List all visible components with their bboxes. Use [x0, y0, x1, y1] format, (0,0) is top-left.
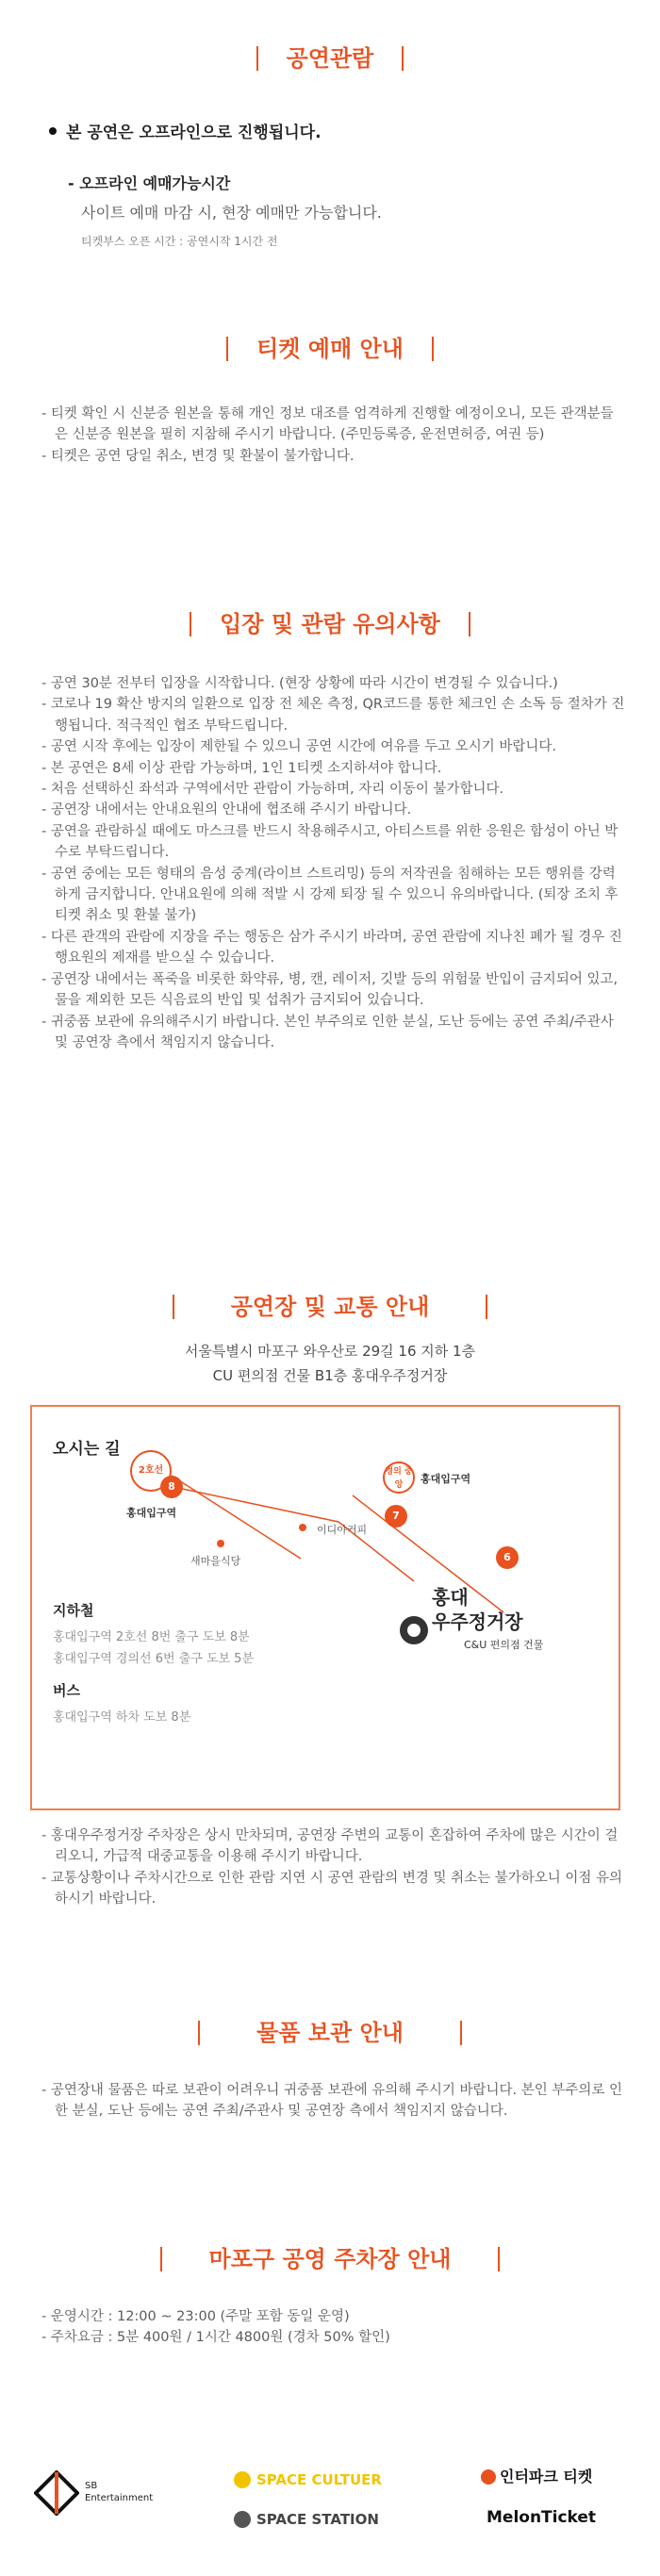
- directions-map: [30, 1405, 620, 1810]
- title-divider: [469, 612, 470, 636]
- venue-building-label: C&U 편의점 건물: [464, 1639, 544, 1651]
- bullet-dot-icon: [49, 127, 57, 135]
- list-item: - 코로나 19 확산 방지의 일환으로 입장 전 체온 측정, QR코드를 통한 체크인 손 소독 등 절차가 진행됩니다. 적극적인 협조 부탁드립니다.: [41, 697, 625, 734]
- space-station-logo: [234, 2510, 379, 2528]
- list-item: - 주차요금 : 5분 400원 / 1시간 4800원 (경차 50% 할인): [41, 2330, 390, 2346]
- title-divider: [256, 46, 258, 71]
- venue-name-line1: 홍대: [432, 1586, 469, 1609]
- section-title-text: 티켓 예매 안내: [256, 336, 404, 362]
- interpark-flower-icon: [481, 2469, 496, 2485]
- list-item: - 공연 시작 후에는 입장이 제한될 수 있으니 공연 시간에 여유를 두고 오시기 바랍니다.: [41, 739, 556, 755]
- list-item: - 다른 관객의 관람에 지장을 주는 행동은 삼가 주시기 바라며, 공연 관람에 지나친 폐가 될 경우 진행요원의 제재를 받으실 수 있습니다.: [41, 929, 622, 966]
- section-title-entry: [0, 605, 660, 638]
- sb-logo-text-1: SB: [85, 2481, 98, 2491]
- title-divider: [160, 2247, 162, 2271]
- sb-entertainment-logo: [34, 2470, 154, 2519]
- route-line-street: [173, 1487, 338, 1522]
- bus-route-1: 홍대입구역 하차 도보 8분: [53, 1710, 191, 1725]
- section-title-parking: [0, 2240, 660, 2273]
- storage-notice-list: [41, 2080, 626, 2122]
- list-item: - 공연을 관람하실 때에도 마스크를 반드시 착용해주시고, 아티스트를 위한 응원은 함성이 아닌 박수로 부탁드립니다.: [41, 823, 619, 861]
- ticket-booth-note: 티켓부스 오픈 시간 : 공연시작 1시간 전: [81, 235, 278, 248]
- subway-heading: 지하철: [53, 1602, 94, 1619]
- title-divider: [173, 1295, 174, 1319]
- section-title-text: 공연관람: [286, 45, 374, 72]
- space-culture-text: SPACE CULTUER: [256, 2471, 382, 2488]
- interpark-text: 인터파크 티켓: [500, 2468, 593, 2485]
- section-title-ticket: [0, 330, 660, 363]
- section-title-text: 마포구 공영 주차장 안내: [208, 2246, 452, 2272]
- list-item: - 귀중품 보관에 유의해주시기 바랍니다. 본인 부주의로 인한 분실, 도난 등에는 공연 주최/주관사 및 공연장 측에서 책임지지 않습니다.: [41, 1014, 614, 1050]
- interpark-ticket-logo: [481, 2465, 592, 2486]
- list-item: - 공연장 내에서는 안내요원의 안내에 협조해 주시기 바랍니다.: [41, 802, 412, 818]
- section-title-performance: [0, 40, 660, 73]
- title-divider: [198, 2021, 200, 2045]
- list-item: - 운영시간 : 12:00 ~ 23:00 (주말 포함 동일 운영): [41, 2309, 350, 2324]
- title-divider: [486, 1295, 487, 1319]
- hongik-station-left-label: 홍대입구역: [126, 1507, 177, 1519]
- subway-route-2: 홍대입구역 경의선 6번 출구 도보 5분: [53, 1652, 255, 1666]
- title-divider: [432, 337, 434, 361]
- space-station-text: SPACE STATION: [256, 2511, 379, 2528]
- list-item: - 홍대우주정거장 주차장은 상시 만차되며, 공연장 주변의 교통이 혼잡하여 주차에 많은 시간이 걸리오니, 가급적 대중교통을 이용해 주시기 바랍니다.: [41, 1828, 619, 1865]
- title-divider: [460, 2021, 462, 2045]
- route-line-line2: [172, 1476, 301, 1559]
- venue-name-line2: 우주정거장: [432, 1610, 523, 1633]
- list-item: - 공연장내 물품은 따로 보관이 어려우니 귀중품 보관에 유의해 주시기 바랍니다. 본인 부주의로 인한 분실, 도난 등에는 공연 주최/주관사 및 공연장 측에서 책임지지 않습니다.: [41, 2083, 623, 2120]
- exit-7-marker: 7: [385, 1505, 407, 1527]
- bus-heading: 버스: [53, 1682, 80, 1699]
- title-divider: [190, 612, 191, 636]
- exit-6-marker: 6: [496, 1546, 519, 1569]
- ticket-notice-list: [41, 404, 626, 467]
- line2-badge: 2호선: [130, 1450, 172, 1492]
- route-line-gyeongui: [353, 1495, 503, 1612]
- title-divider: [226, 337, 228, 361]
- list-item: - 티켓은 공연 당일 취소, 변경 및 환불이 불가합니다.: [41, 448, 355, 464]
- title-divider: [498, 2247, 500, 2271]
- section-title-text: 공연장 및 교통 안내: [230, 1294, 430, 1320]
- gyeongui-line-badge: 경의 중앙: [383, 1461, 415, 1494]
- section-title-text: 물품 보관 안내: [256, 2020, 404, 2046]
- performance-bullet-text: 본 공연은 오프라인으로 진행됩니다.: [66, 124, 322, 142]
- section-title-venue: [0, 1288, 660, 1321]
- entry-notice-list: [41, 673, 626, 1053]
- footer-logos: [0, 2452, 660, 2576]
- section-title-storage: [0, 2014, 660, 2047]
- parking-notice-list: [41, 2306, 626, 2349]
- list-item: - 티켓 확인 시 신분증 원본을 통해 개인 정보 대조를 엄격하게 진행할 예정이오니, 모든 관객분들은 신분증 원본을 필히 지참해 주시기 바랍니다. (주민등록증, 운전면허증, 여권 등): [41, 406, 614, 443]
- list-item: - 공연 중에는 모든 형태의 음성 중계(라이브 스트리밍) 등의 저작권을 침해하는 모든 행위를 강력하게 금지합니다. 안내요원에 의해 적발 시 강제 퇴장 될 수 있으니 유의바랍니다. (퇴장 조치 후 티켓 취소 및 환불 불가): [41, 866, 619, 924]
- venue-logo-icon: [400, 1616, 428, 1644]
- ediya-marker: [299, 1524, 306, 1531]
- section-title-text: 입장 및 관람 유의사항: [220, 611, 440, 637]
- melon-ticket-logo: MelonTicket: [487, 2508, 597, 2527]
- presale-time-title: - 오프라인 예매가능시간: [68, 174, 231, 192]
- semaeul-marker: [217, 1540, 224, 1547]
- subway-route-1: 홍대입구역 2호선 8번 출구 도보 8분: [53, 1630, 250, 1644]
- list-item: - 공연 30분 전부터 입장을 시작합니다. (현장 상황에 따라 시간이 변경될 수 있습니다.): [41, 676, 558, 691]
- directions-heading: 오시는 길: [53, 1440, 121, 1459]
- space-culture-icon: [234, 2471, 251, 2488]
- venue-address-line2: CU 편의점 건물 B1층 홍대우주정거장: [212, 1367, 448, 1384]
- sb-logo-text-2: Entertainment: [85, 2493, 154, 2503]
- list-item: - 본 공연은 8세 이상 관람 가능하며, 1인 1티켓 소지하셔야 합니다.: [41, 760, 442, 776]
- space-culture-logo: [234, 2470, 382, 2488]
- list-item: - 공연장 내에서는 폭죽을 비롯한 화약류, 병, 캔, 레이저, 깃발 등의 위험물 반입이 금지되어 있고, 물을 제외한 모든 식음료의 반입 및 섭취가 금지되어 있습니다.: [41, 971, 619, 1009]
- performance-bullet: [49, 119, 322, 142]
- hongik-station-right-label: 홍대입구역: [421, 1473, 471, 1485]
- list-item: - 처음 선택하신 좌석과 구역에서만 관람이 가능하며, 자리 이동이 불가합니다.: [41, 782, 504, 798]
- semaeul-label: 새마을식당: [190, 1555, 241, 1567]
- space-station-icon: [234, 2511, 251, 2528]
- venue-address-line1: 서울특별시 마포구 와우산로 29길 16 지하 1층: [184, 1343, 476, 1360]
- map-lines: [32, 1407, 619, 1808]
- exit-8-marker: 8: [160, 1476, 183, 1498]
- ediya-label: 이디야커피: [317, 1524, 368, 1536]
- presale-time-desc: 사이트 예매 마감 시, 현장 예매만 가능합니다.: [81, 204, 382, 222]
- title-divider: [402, 46, 404, 71]
- venue-notice-list: [41, 1825, 626, 1910]
- list-item: - 교통상황이나 주차시간으로 인한 관람 지연 시 공연 관람의 변경 및 취소는 불가하오니 이점 유의하시기 바랍니다.: [41, 1870, 623, 1907]
- sb-logo-icon: [34, 2470, 79, 2516]
